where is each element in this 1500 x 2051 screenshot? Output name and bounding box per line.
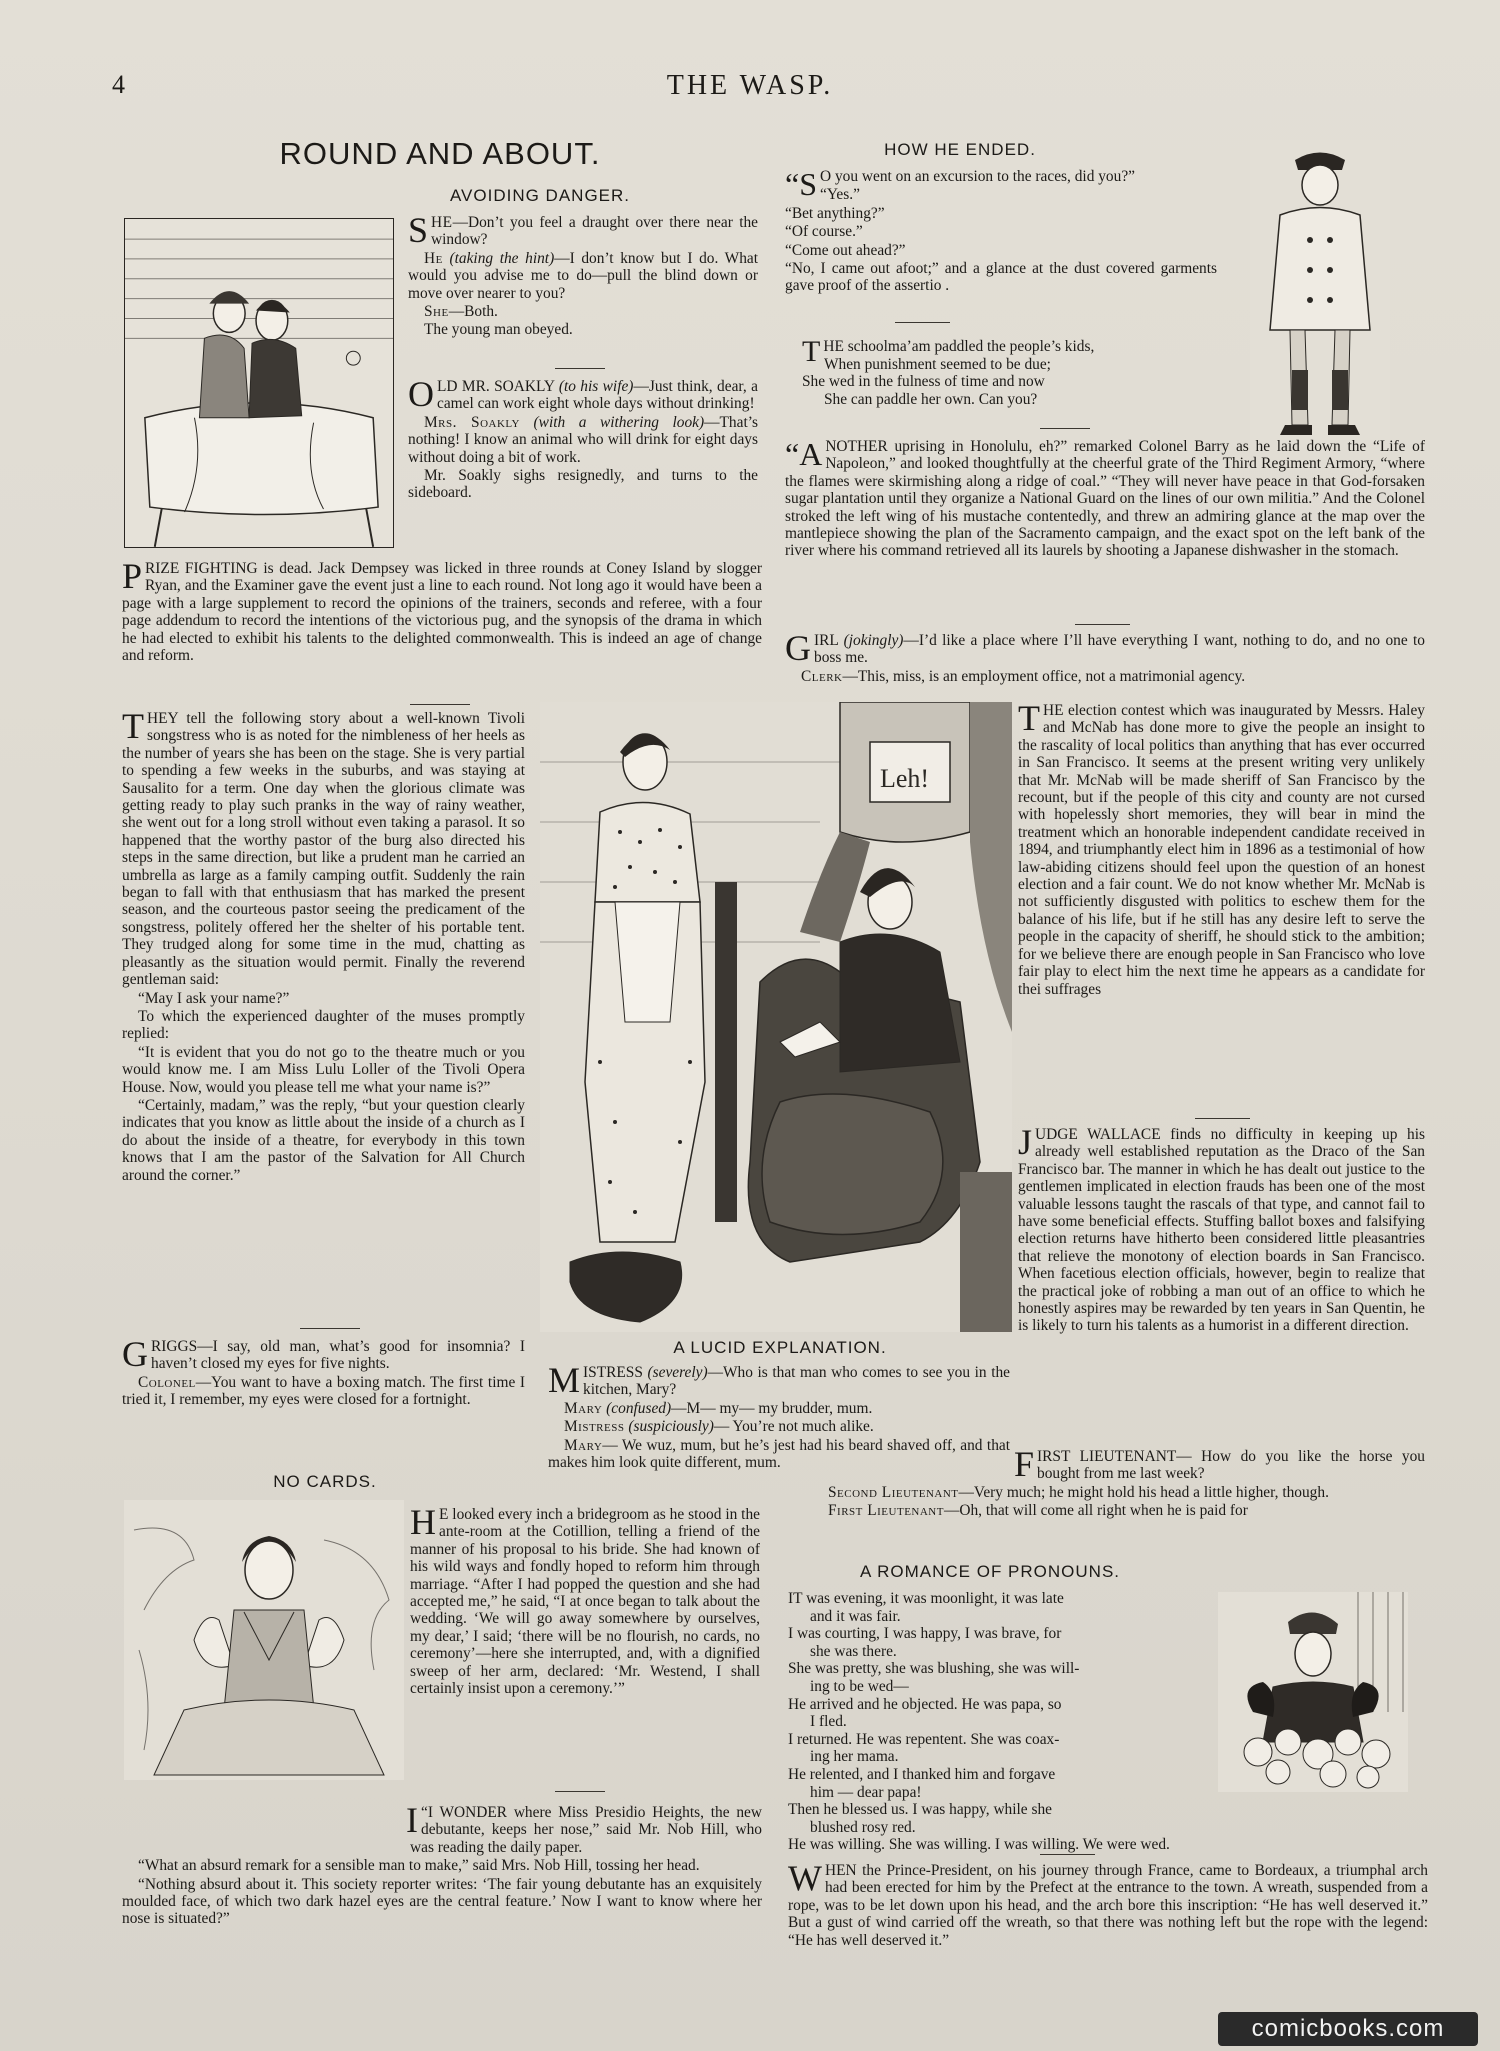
bride-illustration	[124, 1500, 404, 1780]
divider	[300, 1328, 360, 1329]
divider	[1040, 428, 1090, 429]
couple-illustration	[124, 218, 394, 548]
prize-fighting: PRIZE FIGHTING is dead. Jack Dempsey was licked in three rounds at Coney Island by slogger Ryan, and the Examiner gave the event just a line to each round. Not long ago it would have been a page with a large supplement to record the opinions of the trainers, seconds and referee, with a four page addendum to record the intentions of the victorious pug, and the synopsis of the drama in which he had elected to exhibit his talents to the delighted commonwealth. This is indeed an age of change and reform.	[122, 560, 762, 665]
how-ended-title: HOW HE ENDED.	[884, 140, 1036, 159]
drop-cap: S	[408, 214, 429, 250]
mistress-maid-illustration	[540, 702, 1012, 1332]
divider	[1195, 1118, 1250, 1119]
romance-title: A ROMANCE OF PRONOUNS.	[859, 1562, 1121, 1581]
page-number: 4	[112, 70, 125, 99]
tivoli-story: THEY tell the following story about a well-known Tivoli songstress who is as noted for the nimbleness of her heels as the number of years she has been on the stage. She is very partial to spending a few weeks in the suburbs, and was staying at Sausalito for a term. One day when the glorious climate was getting ready to play such pranks in the way of rainy weather, she went out for a long stroll without even taking a parasol. It so happened that the worthy pastor of the burg also directed his steps in the same direction, but like a prudent man he carried an umbrella as large as a family camping outfit. Suddenly the rain began to fall with that enthusiasm that has marked the present season, and the courteous pastor seeing the predicament of the songstress, politely offered her the shelter of his portable tent. They trudged along for some time in the mud, chatting as pleasantly as the situation would permit. Finally the reverend gentleman said: “May I ask your name?” To which the experienced daughter of the muses promptly replied: “It is evident that you do not go to the theatre much or you would know me. I am Miss Lulu Loller of the Tivoli Opera House. Now, would you please tell me what your name is?” “Certainly, madam,” was the reply, “but your question clearly indicates that you know as little about the inside of a church as I do about the inside of a theatre, for everybody in this town knows that I am the pastor of the Salvation for All Church around the corner.”	[122, 710, 525, 1184]
divider	[410, 704, 470, 705]
avoiding-danger-title: AVOIDING DANGER.	[449, 186, 631, 205]
framed-picture-sign: Leh!	[880, 764, 930, 793]
section-title: ROUND AND ABOUT.	[279, 136, 601, 171]
wonder-text: I “I WONDER where Miss Presidio Heights, the new debutante, keeps her nose,” said Mr. Nob Hill, who was reading the daily paper. “What an absurd remark for a sensible man to make,” said Mrs. Nob Hill, tossing her head. “Nothing absurd about it. This society reporter writes: ‘The fair young debutante has an exquisitely moulded face, of which two dark hazel eyes are the central feature.’ Now I want to know where her nose is situated?”	[122, 1804, 762, 1928]
lieutenant-text: FIRST LIEUTENANT— How do you like the horse you bought from me last week? Second Lieutenant—Very much; he might hold his head a little higher, though. First Lieutenant—Oh, that will come all right when he is paid for	[828, 1448, 1425, 1520]
divider	[895, 322, 950, 323]
divider	[555, 368, 605, 369]
lucid-text: MISTRESS (severely)—Who is that man who comes to see you in the kitchen, Mary? Mary (confused)—M— my— my brudder, mum. Mistress (suspiciously)— You’re not much alike. Mary— We wuz, mum, but he’s jest had his beard shaved off, and that makes him look quite different, mum.	[548, 1364, 1010, 1472]
masthead: THE WASP.	[666, 70, 834, 101]
lady-flowers-illustration	[1218, 1592, 1408, 1792]
watermark-logo: comicbooks.com	[1218, 2012, 1478, 2046]
divider	[1040, 1854, 1095, 1855]
divider	[1075, 624, 1130, 625]
how-ended-text: “S O you went on an excursion to the races, did you?” “Yes.” “Bet anything?” “Of course.” “Come out ahead?” “No, I came out afoot;” and a glance at the dust covered garments gave proof of the assertio .	[785, 168, 1217, 295]
honolulu-text: “ANOTHER uprising in Honolulu, eh?” remarked Colonel Barry as he laid down the “Life of Napoleon,” and looked thoughtfully at the cheerful grate of the Third Regiment Armory, “where the flames were skirmishing along a ridge of coal.” “They will never have peace in that God-forsaken sugar plantation until they organize a National Guard on the lines of our own militia.” And the Colonel stroked the left wing of his mustache contentedly, and threw an admiring glance at the map over the mantlepiece showing the plan of the Sacramento campaign, and the exact spot on the left bank of the river where his command retrieved all its laurels by shooting a Japanese dishwasher in the stomach.	[785, 438, 1425, 560]
lucid-title: A LUCID EXPLANATION.	[673, 1338, 887, 1357]
avoiding-danger-text: SHE—Don’t you feel a draught over there near the window? He (taking the hint)—I don’t know but I do. What would you advise me to do—pull the blind down or move over nearer to you? She—Both. The young man obeyed.	[408, 214, 758, 339]
soakly-text: OLD MR. SOAKLY (to his wife)—Just think, dear, a camel can work eight whole days without drinking! Mrs. Soakly (with a withering look)—That’s nothing! I know an animal who will drink for eight days without doing a bit of work. Mr. Soakly sighs resignedly, and turns to the sideboard.	[408, 378, 758, 502]
wallace-text: JUDGE WALLACE finds no difficulty in keeping up his already well established reputation as the Draco of the San Francisco bar. The manner in which he has dealt out justice to the gentlemen implicated in election frauds has been one of the most valuable lessons taught the rascals of that type, and cannot fail to have some beneficial effects. Stuffing ballot boxes and falsifying election returns have hitherto been considered little pleasantries that relieve the monotony of election boards in San Francisco. When facetious election officials, however, begin to realize that the practical joke of robbing a man out of an office to which he honestly aspires may be rewarded by ten years in San Quentin, he is likely to turn his talents as a humorist in a different direction.	[1018, 1126, 1425, 1335]
prince-text: WHEN the Prince-President, on his journey through France, came to Bordeaux, a triumphal arch had been erected for him by the Prefect at the entrance to the town. A wreath, suspended from a rope, was to be let down upon his head, and the arch bore this inscription: “He has well deserved it.” But a gust of wind carried off the wreath, so that there was nothing left but the rope with the legend: “He has well deserved it.”	[788, 1862, 1428, 1949]
election-text: THE election contest which was inaugurated by Messrs. Haley and McNab has done more to give the people an insight to the rascality of local politics than anything that has ever occurred in San Francisco. It seems at the present writing very unlikely that Mr. McNab will be made sheriff of San Francisco by the recount, but if the people of this city and county are not cursed with hopelessly short memories, they will bear in mind the treatment which an honorable independent candidate received in 1894, and triumphantly elect him in 1896 as a testimonial of how law-abiding citizens should feel upon the question of an honest election and a fair count. We do not know whether Mr. McNab is not sufficiently disgusted with politics to eschew them for the balance of his life, but if he still has any desire left to serve the people in the capacity of sheriff, he should stick to the ambition; for we believe there are enough people in San Francisco who love fair play to elect him the next time he appears as a candidate for thei suffrages	[1018, 702, 1425, 998]
girl-text: GIRL (jokingly)—I’d like a place where I’ll have everything I want, nothing to do, and no one to boss me. Clerk—This, miss, is an employment office, not a matrimonial agency.	[785, 632, 1425, 685]
divider	[555, 1791, 605, 1792]
racegoer-illustration	[1250, 140, 1390, 440]
no-cards-title: NO CARDS.	[273, 1472, 377, 1491]
romance-verse: IT was evening, it was moonlight, it was late and it was fair. I was courting, I was happy, I was brave, for she was there. She was pretty, she was blushing, she was will- ing to be wed— He arrived and he objected. He was papa, so I fled. I returned. He was repentent. She was coax- ing her mama. He relented, and I thanked him and forgave him — dear papa! Then he blessed us. I was happy, while she blushed rosy red. He was willing. She was willing. I was willing. We were wed.	[788, 1590, 1170, 1854]
schoolmaam-verse: THE schoolma’am paddled the people’s kids, When punishment seemed to be due; She wed in the fulness of time and now She can paddle her own. Can you?	[802, 335, 1095, 408]
griggs-text: GRIGGS—I say, old man, what’s good for insomnia? I haven’t closed my eyes for five nights. Colonel—You want to have a boxing match. The first time I tried it, I remember, my eyes were closed for a fortnight.	[122, 1338, 525, 1409]
no-cards-text: H E looked every inch a bridegroom as he stood in the ante-room at the Cotillion, telling a friend of the manner of his proposal to his bride. She had known of his wild ways and fondly hoped to reform him through marriage. “After I had popped the question and she had accepted me,” he said, “I at once began to talk about the wedding. ‘We will go away somewhere by ourselves, my dear,’ I said; ‘there will be no flourish, no cards, no ceremony’—here she interrupted, and, with a dignified sweep of her arm, declared: ‘Mr. Westend, I shall certainly insist upon a ceremony.’”	[410, 1506, 760, 1698]
